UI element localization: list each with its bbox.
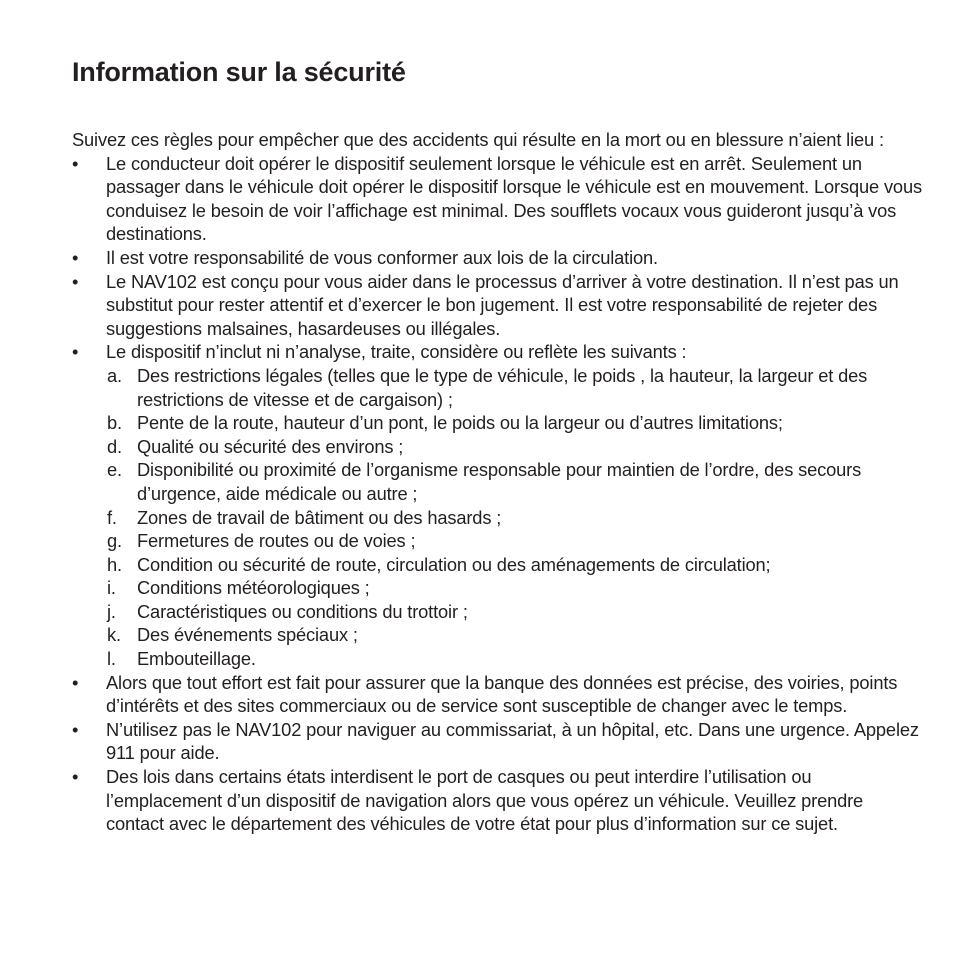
list-item-text: Alors que tout effort est fait pour assurer que la banque des données est précise, des voiries, points d’intérêts et des sites commerciaux ou de service sont susceptible de changer avec le temps. (106, 671, 898, 717)
sub-list-item (106, 411, 922, 435)
list-item (72, 270, 922, 341)
list-item (72, 340, 922, 670)
sub-list-marker: e. (107, 459, 122, 481)
sub-list-text: Zones de travail de bâtiment ou des hasards ; (137, 506, 502, 528)
sub-list-item (106, 458, 922, 505)
bullet-icon: • (72, 341, 79, 363)
bullet-icon: • (72, 766, 79, 788)
list-item-text: Le conducteur doit opérer le dispositif seulement lorsque le véhicule est en arrêt. Seulement un passager dans le véhicule doit opérer le dispositif lorsque le véhicule est en mouvement. Lorsque vous conduisez le besoin de voir l’affichage est minimal. Des soufflets vocaux vous guideront jusqu’à vos destinations. (106, 152, 922, 245)
sub-list-text: Conditions météorologiques ; (137, 577, 370, 599)
safety-rules-list (72, 152, 922, 836)
sub-list-marker: a. (107, 364, 122, 386)
excluded-factors-list (106, 364, 922, 671)
sub-list-text: Fermetures de routes ou de voies ; (137, 530, 416, 552)
list-item (72, 671, 922, 718)
bullet-icon: • (72, 671, 79, 693)
list-item (72, 718, 922, 765)
sub-list-marker: l. (107, 648, 116, 670)
bullet-icon: • (72, 152, 79, 174)
list-item-text: Le NAV102 est conçu pour vous aider dans le processus d’arriver à votre destination. Il n’est pas un substitut pour rester attentif et d’exercer le bon jugement. Il est votre responsabilité de rejeter des suggestions malsaines, hasardeuses ou illégales. (106, 270, 899, 339)
sub-list-marker: j. (107, 600, 116, 622)
list-item (72, 246, 922, 270)
sub-list-item (106, 529, 922, 553)
bullet-icon: • (72, 718, 79, 740)
list-item-text: Des lois dans certains états interdisent le port de casques ou peut interdire l’utilisation ou l’emplacement d’un dispositif de navigation alors que vous opérez un véhicule. Veuillez prendre contact avec le département des véhicules de votre état pour plus d’information sur ce sujet. (106, 766, 864, 835)
list-item-text: Il est votre responsabilité de vous conformer aux lois de la circulation. (106, 246, 658, 268)
sub-list-marker: h. (107, 553, 122, 575)
sub-list-marker: k. (107, 624, 121, 646)
sub-list-marker: b. (107, 412, 122, 434)
sub-list-item (106, 553, 922, 577)
sub-list-item (106, 435, 922, 459)
sub-list-item (106, 647, 922, 671)
sub-list-text: Caractéristiques ou conditions du trottoir ; (137, 600, 468, 622)
sub-list-item (106, 623, 922, 647)
sub-list-item (106, 364, 922, 411)
page-title: Information sur la sécurité (72, 57, 406, 87)
sub-list-item (106, 576, 922, 600)
sub-list-item (106, 506, 922, 530)
sub-list-marker: f. (107, 506, 117, 528)
sub-list-item (106, 600, 922, 624)
bullet-icon: • (72, 270, 79, 292)
document-body (72, 128, 922, 836)
intro-paragraph: Suivez ces règles pour empêcher que des accidents qui résulte en la mort ou en blessure n’aient lieu : (72, 129, 884, 150)
sub-list-text: Disponibilité ou proximité de l’organisme responsable pour maintien de l’ordre, des secours d’urgence, aide médicale ou autre ; (137, 459, 862, 504)
bullet-icon: • (72, 246, 79, 268)
sub-list-marker: g. (107, 530, 122, 552)
sub-list-text: Pente de la route, hauteur d’un pont, le poids ou la largeur ou d’autres limitations; (137, 412, 783, 434)
sub-list-text: Embouteillage. (137, 648, 256, 670)
list-item (72, 765, 922, 836)
sub-list-text: Des restrictions légales (telles que le type de véhicule, le poids , la hauteur, la largeur et des restrictions de vitesse et de cargaison) ; (137, 364, 868, 410)
sub-list-marker: d. (107, 435, 122, 457)
sub-list-text: Qualité ou sécurité des environs ; (137, 435, 404, 457)
sub-list-text: Des événements spéciaux ; (137, 624, 358, 646)
list-item-text: Le dispositif n’inclut ni n’analyse, traite, considère ou reflète les suivants : (106, 341, 687, 363)
list-item-text: N’utilisez pas le NAV102 pour naviguer au commissariat, à un hôpital, etc. Dans une urgence. Appelez 911 pour aide. (106, 718, 919, 764)
sub-list-text: Condition ou sécurité de route, circulation ou des aménagements de circulation; (137, 553, 771, 575)
sub-list-marker: i. (107, 577, 116, 599)
list-item (72, 152, 922, 246)
